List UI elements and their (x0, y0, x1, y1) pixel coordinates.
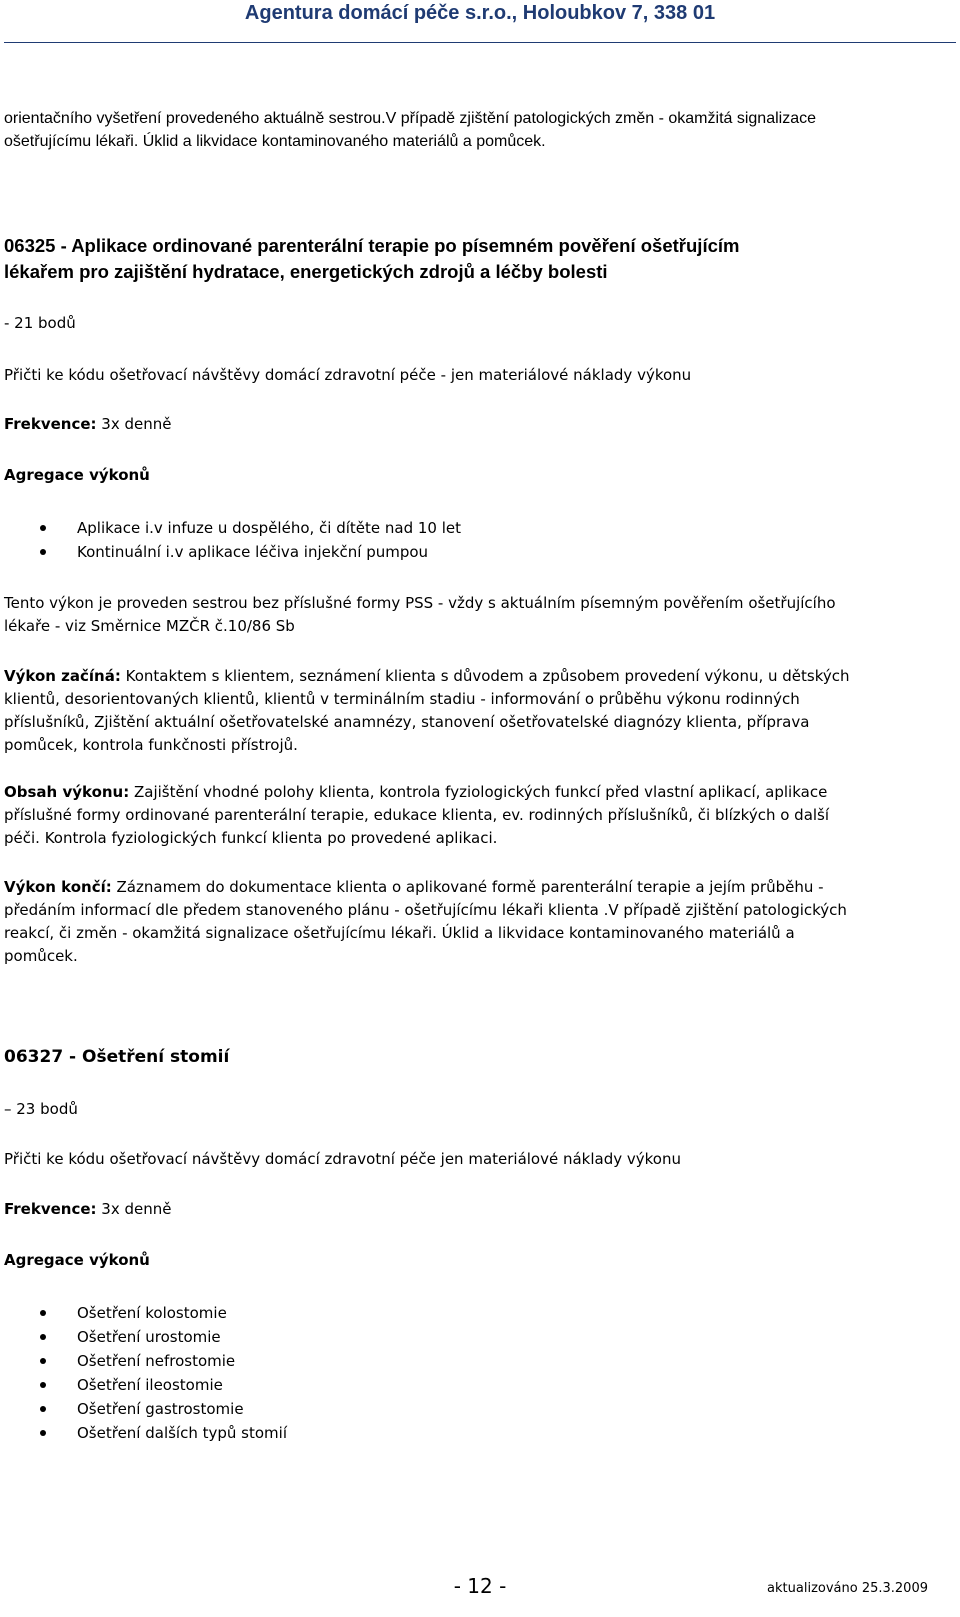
list-item (4, 1373, 949, 1397)
bullet-icon (40, 1334, 46, 1340)
aggregation-label: Agregace výkonů (4, 1251, 150, 1269)
section-06327-title-text: 06327 - Ošetření stomií (4, 1047, 230, 1067)
list-item-text: Kontinuální i.v aplikace léčiva injekční pumpou (77, 543, 429, 561)
performed-line-2: lékaře - viz Směrnice MZČR č.10/86 Sb (4, 617, 295, 635)
section-06327-note (4, 1148, 949, 1171)
bullet-icon (40, 549, 46, 555)
bullet-icon (40, 1382, 46, 1388)
content-line-1: Zajištění vhodné polohy klienta, kontrola fyziologických funkcí před vlastní aplikací, aplikace (129, 783, 828, 801)
update-date: aktualizováno 25.3.2009 (767, 1581, 928, 1596)
section-06325-title-line-2: lékařem pro zajištění hydratace, energetických zdrojů a léčby bolesti (4, 261, 608, 282)
points-text: – 23 bodů (4, 1100, 78, 1118)
list-item-text: Ošetření nefrostomie (77, 1352, 236, 1370)
list-item (4, 1397, 949, 1421)
list-item (4, 1301, 949, 1325)
bullet-icon (40, 1406, 46, 1412)
list-item (4, 516, 949, 540)
bullet-icon (40, 1310, 46, 1316)
end-line-2: předáním informací dle předem stanoveného plánu - ošetřujícímu lékaři klienta .V případě zjištění patologických (4, 901, 847, 919)
start-line-3: příslušníků, Zjištění aktuální ošetřovatelské anamnézy, stanovení ošetřovatelské diagnózy klienta, příprava (4, 713, 810, 731)
section-06325-frequency (4, 413, 949, 436)
list-item-text: Ošetření ileostomie (77, 1376, 223, 1394)
end-line-1: Záznamem do dokumentace klienta o aplikované formě parenterální terapie a jejím průběhu - (111, 878, 824, 896)
section-06325-title-line-1: 06325 - Aplikace ordinované parenterální terapie po písemném pověření ošetřujícím (4, 235, 740, 256)
performed-line-1: Tento výkon je proveden sestrou bez příslušné formy PSS - vždy s aktuálním písemným pověřením ošetřujícího (4, 594, 836, 612)
section-06325-title (4, 233, 949, 285)
start-line-4: pomůcek, kontrola funkčnosti přístrojů. (4, 736, 298, 754)
intro-paragraph (4, 107, 949, 153)
section-06325-content (4, 781, 949, 850)
frequency-value: 3x denně (96, 415, 172, 433)
section-06327-points (4, 1098, 949, 1121)
intro-line-1: orientačního vyšetření provedeného aktuálně sestrou.V případě zjištění patologických změn - okamžitá signalizace (4, 110, 817, 127)
page-header (0, 0, 960, 46)
start-line-1: Kontaktem s klientem, seznámení klienta s důvodem a způsobem provedení výkonu, u dětských (120, 667, 850, 685)
section-06327-aggregation-heading (4, 1249, 949, 1272)
section-06327-frequency (4, 1198, 949, 1221)
points-text: - 21 bodů (4, 314, 76, 332)
note-text: Přičti ke kódu ošetřovací návštěvy domácí zdravotní péče jen materiálové náklady výkonu (4, 1150, 681, 1168)
list-item-text: Aplikace i.v infuze u dospělého, či dítěte nad 10 let (77, 519, 462, 537)
end-line-3: reakcí, či změn - okamžitá signalizace ošetřujícímu lékaři. Úklid a likvidace kontaminovaného materiálů a (4, 924, 795, 942)
aggregation-label: Agregace výkonů (4, 466, 150, 484)
bullet-icon (40, 525, 46, 531)
content-label: Obsah výkonu: (4, 783, 130, 801)
end-line-4: pomůcek. (4, 947, 78, 965)
list-item (4, 1349, 949, 1373)
start-label: Výkon začíná: (4, 667, 121, 685)
section-06327-title (4, 1044, 949, 1070)
section-06325-end (4, 876, 949, 968)
section-06327-aggregation-list (4, 1301, 949, 1445)
content-line-3: péči. Kontrola fyziologických funkcí klienta po provedené aplikaci. (4, 829, 498, 847)
bullet-icon (40, 1358, 46, 1364)
section-06325-points (4, 312, 949, 335)
list-item-text: Ošetření kolostomie (77, 1304, 227, 1322)
bullet-icon (40, 1430, 46, 1436)
note-text: Přičti ke kódu ošetřovací návštěvy domácí zdravotní péče - jen materiálové náklady výkonu (4, 366, 692, 384)
frequency-value: 3x denně (96, 1200, 172, 1218)
section-06325-start (4, 665, 949, 757)
section-06325-aggregation-list (4, 516, 949, 564)
list-item (4, 540, 949, 564)
list-item (4, 1325, 949, 1349)
list-item (4, 1421, 949, 1445)
section-06325-note (4, 364, 949, 387)
frequency-label: Frekvence: (4, 1200, 97, 1218)
frequency-label: Frekvence: (4, 415, 97, 433)
header-rule (4, 42, 956, 43)
intro-line-2: ošetřujícímu lékaři. Úklid a likvidace kontaminovaného materiálů a pomůcek. (4, 133, 546, 150)
end-label: Výkon končí: (4, 878, 112, 896)
list-item-text: Ošetření dalších typů stomií (77, 1424, 287, 1442)
list-item-text: Ošetření urostomie (77, 1328, 221, 1346)
page-number: - 12 - (453, 1574, 507, 1598)
section-06325-aggregation-heading (4, 464, 949, 487)
header-title: Agentura domácí péče s.r.o., Holoubkov 7, 338 01 (244, 2, 716, 24)
list-item-text: Ošetření gastrostomie (77, 1400, 244, 1418)
content-line-2: příslušné formy ordinované parenterální terapie, edukace klienta, ev. rodinných příslušníků, či blízkých o další (4, 806, 830, 824)
start-line-2: klientů, desorientovaných klientů, klientů v terminálním stadiu - informování o průběhu výkonu rodinných (4, 690, 800, 708)
section-06325-performed (4, 592, 949, 638)
